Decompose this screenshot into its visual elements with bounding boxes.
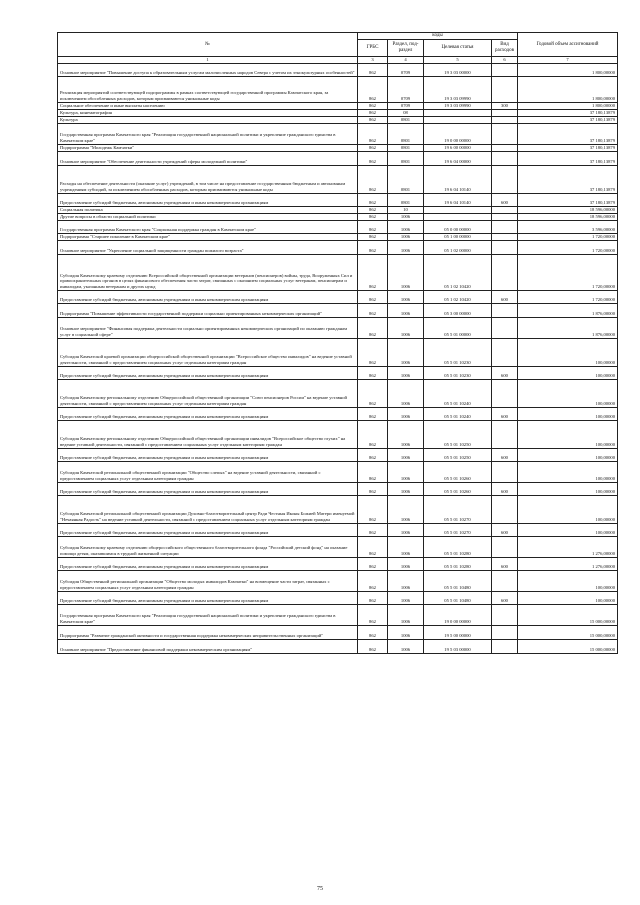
row-target-article: 05 5 01 10250 [424,448,492,461]
budget-table [57,32,618,654]
row-section: 1006 [388,461,424,482]
row-section: 1006 [388,213,424,220]
table-row [58,420,618,448]
row-target-article: 19 6 00 00000 [424,144,492,151]
row-grbs: 862 [358,366,388,379]
row-name: Подпрограмма "Старшее поколение в Камчатском крае" [58,233,358,240]
row-grbs: 862 [358,116,388,123]
row-expense-type: 600 [492,557,518,570]
row-expense-type [492,63,518,76]
row-grbs: 862 [358,206,388,213]
row-target-article: 05 5 01 10240 [424,379,492,407]
row-amount: 100,00000 [518,338,618,366]
row-amount: 15 000,00000 [518,639,618,653]
row-grbs: 862 [358,220,388,233]
row-grbs: 862 [358,240,388,254]
column-index-row [58,57,618,64]
row-amount: 100,00000 [518,591,618,604]
row-section: 1006 [388,639,424,653]
row-section: 0801 [388,116,424,123]
header-annual-amount: Годовой объем ассигнований [518,33,618,57]
row-amount: 1 876,00000 [518,303,618,317]
row-expense-type [492,303,518,317]
row-expense-type [492,206,518,213]
row-expense-type: 600 [492,290,518,303]
row-target-article: 19 0 00 00000 [424,604,492,625]
row-expense-type: 600 [492,482,518,495]
row-name: Предоставление субсидий бюджетным, автономным учреждениям и иным некоммерческим организациям [58,591,358,604]
row-name: Основное мероприятие "Финансовая поддержка деятельности социально ориентированных некоммерческих организаций по оказанию гражданам услуг в социальной сфере" [58,317,358,338]
row-expense-type [492,338,518,366]
table-row [58,254,618,290]
row-amount: 37 180,13879 [518,144,618,151]
row-expense-type [492,495,518,523]
row-amount: 100,00000 [518,448,618,461]
row-expense-type [492,604,518,625]
row-amount: 1 720,00000 [518,254,618,290]
row-name: Расходы на обеспечение деятельности (оказание услуг) учреждений, в том числе на предоставление государственным бюджетным и автономным учреждениям субсидий, за исключением обособленных расходов, которым присваиваются уникальные коды [58,165,358,193]
row-section: 1006 [388,290,424,303]
row-target-article: 19 0 00 00000 [424,123,492,144]
row-name: Предоставление субсидий бюджетным, автономным учреждениям и иным некоммерческим организациям [58,523,358,536]
row-amount: 37 180,13879 [518,116,618,123]
row-name: Подпрограмма "Развитие гражданской активности и государственная поддержка некоммерческих неправительственных организаций" [58,625,358,639]
row-name: Государственная программа Камчатского края "Социальная поддержка граждан в Камчатском крае" [58,220,358,233]
row-grbs: 862 [358,76,388,102]
column-index: 4 [388,57,424,64]
row-name: Государственная программа Камчатского края "Реализация государственной национальной политики и укрепление гражданского единства в Камчатском крае" [58,604,358,625]
table-row [58,591,618,604]
table-row [58,193,618,206]
row-expense-type [492,109,518,116]
row-expense-type [492,317,518,338]
table-row [58,102,618,109]
table-row [58,557,618,570]
row-target-article: 05 5 01 10250 [424,420,492,448]
row-section: 1006 [388,303,424,317]
row-amount: 100,00000 [518,407,618,420]
table-row [58,495,618,523]
row-section: 0709 [388,63,424,76]
row-name: Предоставление субсидий бюджетным, автономным учреждениям и иным некоммерческим организациям [58,366,358,379]
row-section: 0801 [388,151,424,165]
row-target-article: 05 0 00 00000 [424,220,492,233]
row-expense-type [492,240,518,254]
row-amount: 1 720,00000 [518,233,618,240]
row-expense-type [492,570,518,591]
row-grbs: 862 [358,144,388,151]
row-expense-type [492,536,518,557]
row-name: Субсидия Камчатской региональной общественной организации "Общество слепых" на ведение уставной деятельности, связанной с предоставлением социальных услуг отдельным категориям граждан [58,461,358,482]
row-expense-type [492,116,518,123]
row-grbs: 862 [358,523,388,536]
row-grbs: 862 [358,482,388,495]
row-grbs: 862 [358,420,388,448]
row-grbs: 862 [358,557,388,570]
row-grbs: 862 [358,165,388,193]
row-expense-type [492,379,518,407]
row-name: Культура, кинематография [58,109,358,116]
table-row [58,523,618,536]
row-name: Субсидия Камчатскому региональному отделению Общероссийской общественной организации инвалидов "Всероссийское общество глухих" на ведение уставной деятельности, связанной с предоставлением социальных услуг отдельным категориям граждан [58,420,358,448]
table-row [58,290,618,303]
row-name: Предоставление субсидий бюджетным, автономным учреждениям и иным некоммерческим организациям [58,557,358,570]
table-row [58,604,618,625]
row-grbs: 862 [358,303,388,317]
row-expense-type [492,254,518,290]
table-row [58,570,618,591]
row-target-article: 05 5 01 10270 [424,523,492,536]
row-target-article: 19 3 03 09990 [424,76,492,102]
header-target-article: Целевая статья [424,40,492,57]
row-amount: 1 800,00000 [518,63,618,76]
row-section: 0709 [388,102,424,109]
row-name: Субсидия Камчатскому краевому отделению общероссийского общественного благотворительного фонда "Российский детский фонд" на оказание помощи детям, оказавшимся в трудной жизненной ситуации [58,536,358,557]
table-row [58,109,618,116]
row-amount: 1 276,00000 [518,557,618,570]
row-section: 1006 [388,338,424,366]
row-amount: 100,00000 [518,523,618,536]
row-target-article: 05 5 01 10280 [424,557,492,570]
page-number: 75 [317,886,323,892]
row-target-article [424,213,492,220]
row-target-article: 05 5 01 00000 [424,317,492,338]
row-section: 0801 [388,165,424,193]
row-amount: 100,00000 [518,482,618,495]
row-expense-type [492,461,518,482]
row-expense-type: 600 [492,366,518,379]
row-expense-type: 600 [492,523,518,536]
row-expense-type: 600 [492,407,518,420]
row-amount: 15 000,00000 [518,625,618,639]
row-grbs: 862 [358,193,388,206]
row-name: Реализация мероприятий соответствующей подпрограммы в рамках соответствующей государственной программы Камчатского края, за исключением обособленных расходов, которым присваиваются уникальные коды [58,76,358,102]
row-grbs: 862 [358,102,388,109]
row-section: 1006 [388,233,424,240]
row-target-article: 05 5 01 10260 [424,461,492,482]
row-section: 1006 [388,448,424,461]
row-section: 1006 [388,523,424,536]
column-index: 5 [424,57,492,64]
row-name: Субсидия Камчатскому региональному отделению Общероссийской общественной организации "Союз пенсионеров России" на ведение уставной деятельности, связанной с предоставлением социальных услуг отдельным категориям граждан [58,379,358,407]
row-target-article [424,116,492,123]
row-target-article: 19 6 04 10140 [424,193,492,206]
row-section: 0801 [388,123,424,144]
table-row [58,165,618,193]
row-section: 1006 [388,495,424,523]
table-row [58,639,618,653]
row-name: Основное мероприятие "Обеспечение деятельности учреждений сферы молодежной политики" [58,151,358,165]
row-amount: 1 876,00000 [518,317,618,338]
row-amount: 1 276,00000 [518,536,618,557]
row-amount: 3 596,00000 [518,220,618,233]
table-row [58,123,618,144]
table-row [58,63,618,76]
table-row [58,536,618,557]
row-section: 10 [388,206,424,213]
row-name: Социальная политика [58,206,358,213]
table-row [58,76,618,102]
row-grbs: 862 [358,448,388,461]
row-amount: 37 180,13879 [518,123,618,144]
row-target-article: 05 5 01 10230 [424,366,492,379]
table-row [58,206,618,213]
row-grbs: 862 [358,151,388,165]
row-target-article: 19 6 04 10140 [424,165,492,193]
row-expense-type: 600 [492,448,518,461]
row-target-article: 19 6 04 00000 [424,151,492,165]
row-target-article: 19 3 03 00000 [424,63,492,76]
row-expense-type: 600 [492,193,518,206]
row-grbs: 862 [358,317,388,338]
row-target-article: 19 3 03 09990 [424,102,492,109]
row-section: 1006 [388,591,424,604]
row-target-article: 05 5 01 10480 [424,591,492,604]
row-expense-type [492,76,518,102]
row-name: Подпрограмма "Молодежь Камчатки" [58,144,358,151]
row-section: 08 [388,109,424,116]
table-row [58,366,618,379]
row-expense-type [492,220,518,233]
row-name: Субсидия Камчатской краевой организации общероссийской общественной организации "Всероссийское общество инвалидов" на ведение уставной деятельности, связанной с предоставлением социальных услуг отдельным категориям граждан [58,338,358,366]
row-section: 0801 [388,144,424,151]
row-grbs: 862 [358,591,388,604]
row-section: 0709 [388,76,424,102]
row-section: 1006 [388,557,424,570]
row-amount: 100,00000 [518,420,618,448]
row-amount: 100,00000 [518,379,618,407]
table-row [58,317,618,338]
row-grbs: 862 [358,570,388,591]
row-target-article: 05 5 01 10230 [424,338,492,366]
row-grbs: 862 [358,109,388,116]
row-section: 1006 [388,482,424,495]
row-expense-type [492,213,518,220]
row-grbs: 862 [358,290,388,303]
row-section: 1006 [388,220,424,233]
header-codes: коды [358,33,518,40]
row-grbs: 862 [358,254,388,290]
row-name: Субсидия Общественной региональной организации "Общество молодых инвалидов Камчатки" на возмещение части затрат, связанных с предоставлением социальных услуг отдельным категориям граждан [58,570,358,591]
row-section: 1006 [388,379,424,407]
row-target-article: 05 5 01 10480 [424,570,492,591]
row-target-article: 19 5 00 00000 [424,625,492,639]
column-index: 7 [518,57,618,64]
header-grbs: ГРБС [358,40,388,57]
row-amount: 100,00000 [518,570,618,591]
row-grbs: 862 [358,233,388,240]
row-grbs: 862 [358,338,388,366]
row-section: 1006 [388,536,424,557]
row-amount: 37 180,13879 [518,193,618,206]
row-section: 1006 [388,317,424,338]
row-amount: 1 800,00000 [518,76,618,102]
row-target-article [424,206,492,213]
row-amount: 18 596,00000 [518,213,618,220]
row-name: Культура [58,116,358,123]
row-grbs: 862 [358,407,388,420]
row-section: 0801 [388,193,424,206]
row-section: 1006 [388,240,424,254]
row-section: 1006 [388,366,424,379]
row-expense-type [492,165,518,193]
column-index: 3 [358,57,388,64]
row-name: Предоставление субсидий бюджетным, автономным учреждениям и иным некоммерческим организациям [58,193,358,206]
row-amount: 37 180,13879 [518,165,618,193]
row-expense-type [492,420,518,448]
row-grbs: 862 [358,639,388,653]
row-section: 1006 [388,407,424,420]
table-row [58,407,618,420]
row-target-article: 05 1 00 00000 [424,233,492,240]
row-grbs: 862 [358,495,388,523]
row-target-article: 19 5 03 00000 [424,639,492,653]
row-target-article: 05 5 01 10260 [424,482,492,495]
table-row [58,116,618,123]
table-row [58,625,618,639]
row-target-article: 05 5 01 10240 [424,407,492,420]
row-name: Предоставление субсидий бюджетным, автономным учреждениям и иным некоммерческим организациям [58,448,358,461]
row-expense-type [492,639,518,653]
row-amount: 1 800,00000 [518,102,618,109]
table-row [58,240,618,254]
row-target-article: 05 1 02 10420 [424,254,492,290]
table-row [58,233,618,240]
row-amount: 18 596,00000 [518,206,618,213]
row-amount: 100,00000 [518,495,618,523]
row-name: Государственная программа Камчатского края "Реализация государственной национальной политики и укрепление гражданского единства в Камчатском крае" [58,123,358,144]
row-target-article: 05 5 01 10270 [424,495,492,523]
header-expense-type: Вид расходов [492,40,518,57]
row-target-article: 05 1 02 10420 [424,290,492,303]
row-target-article: 05 3 00 00000 [424,303,492,317]
header-number: № [58,33,358,57]
table-row [58,461,618,482]
row-section: 1006 [388,420,424,448]
row-amount: 1 720,00000 [518,240,618,254]
row-grbs: 862 [358,604,388,625]
row-section: 1006 [388,625,424,639]
table-row [58,482,618,495]
table-row [58,303,618,317]
table-row [58,379,618,407]
row-name: Подпрограмма "Повышение эффективности государственной поддержки социально ориентированных некоммерческих организаций" [58,303,358,317]
row-target-article: 05 5 01 10280 [424,536,492,557]
table-row [58,338,618,366]
row-name: Субсидия Камчатскому краевому отделению Всероссийской общественной организации ветеранов (пенсионеров) войны, труда, Вооруженных Сил и правоохранительных органов в целях финансового обеспечения части затрат, связанных с оказанием социальных услуг ветеранам, пенсионерам и инвалидам, указанным ветеранам и других нужд [58,254,358,290]
row-grbs: 862 [358,63,388,76]
row-section: 1006 [388,604,424,625]
row-name: Предоставление субсидий бюджетным, автономным учреждениям и иным некоммерческим организациям [58,482,358,495]
row-expense-type [492,144,518,151]
row-section: 1006 [388,570,424,591]
table-row [58,151,618,165]
row-expense-type: 300 [492,102,518,109]
row-expense-type [492,233,518,240]
row-name: Субсидия Камчатской региональной общественной организации Духовно-благотворительный центр Ради Честныя Иконы Божией Матери именуемой "Нечаянная Радость" на ведение уставной деятельности, связанной с предоставлением социальных услуг отдельным категориям граждан [58,495,358,523]
header-section: Раздел, под-раздел [388,40,424,57]
row-amount: 15 000,00000 [518,604,618,625]
row-amount: 100,00000 [518,461,618,482]
row-name: Социальное обеспечение и иные выплаты населению [58,102,358,109]
row-name: Предоставление субсидий бюджетным, автономным учреждениям и иным некоммерческим организациям [58,407,358,420]
table-row [58,220,618,233]
row-amount: 100,00000 [518,366,618,379]
table-row [58,448,618,461]
row-expense-type [492,123,518,144]
table-body [58,63,618,653]
row-name: Предоставление субсидий бюджетным, автономным учреждениям и иным некоммерческим организациям [58,290,358,303]
row-name: Основное мероприятие "Укрепление социальной защищенности граждан пожилого возраста" [58,240,358,254]
column-index: 1 [58,57,358,64]
row-grbs: 862 [358,123,388,144]
row-name: Основное мероприятие "Предоставление финансовой поддержки некоммерческим организациям" [58,639,358,653]
row-section: 1006 [388,254,424,290]
row-name: Другие вопросы в области социальной политики [58,213,358,220]
row-amount: 1 720,00000 [518,290,618,303]
row-expense-type [492,625,518,639]
row-grbs: 862 [358,536,388,557]
table-row [58,213,618,220]
row-grbs: 862 [358,461,388,482]
row-expense-type: 600 [492,591,518,604]
row-name: Основное мероприятие "Повышение доступа к образовательным услугам малочисленных народов Севера с учетом их этнокультурных особенностей" [58,63,358,76]
table-row [58,144,618,151]
row-target-article [424,109,492,116]
row-expense-type [492,151,518,165]
row-grbs: 862 [358,379,388,407]
row-grbs: 862 [358,625,388,639]
column-index: 6 [492,57,518,64]
row-amount: 37 180,13879 [518,109,618,116]
row-grbs: 862 [358,213,388,220]
row-target-article: 05 1 02 00000 [424,240,492,254]
row-amount: 37 180,13879 [518,151,618,165]
